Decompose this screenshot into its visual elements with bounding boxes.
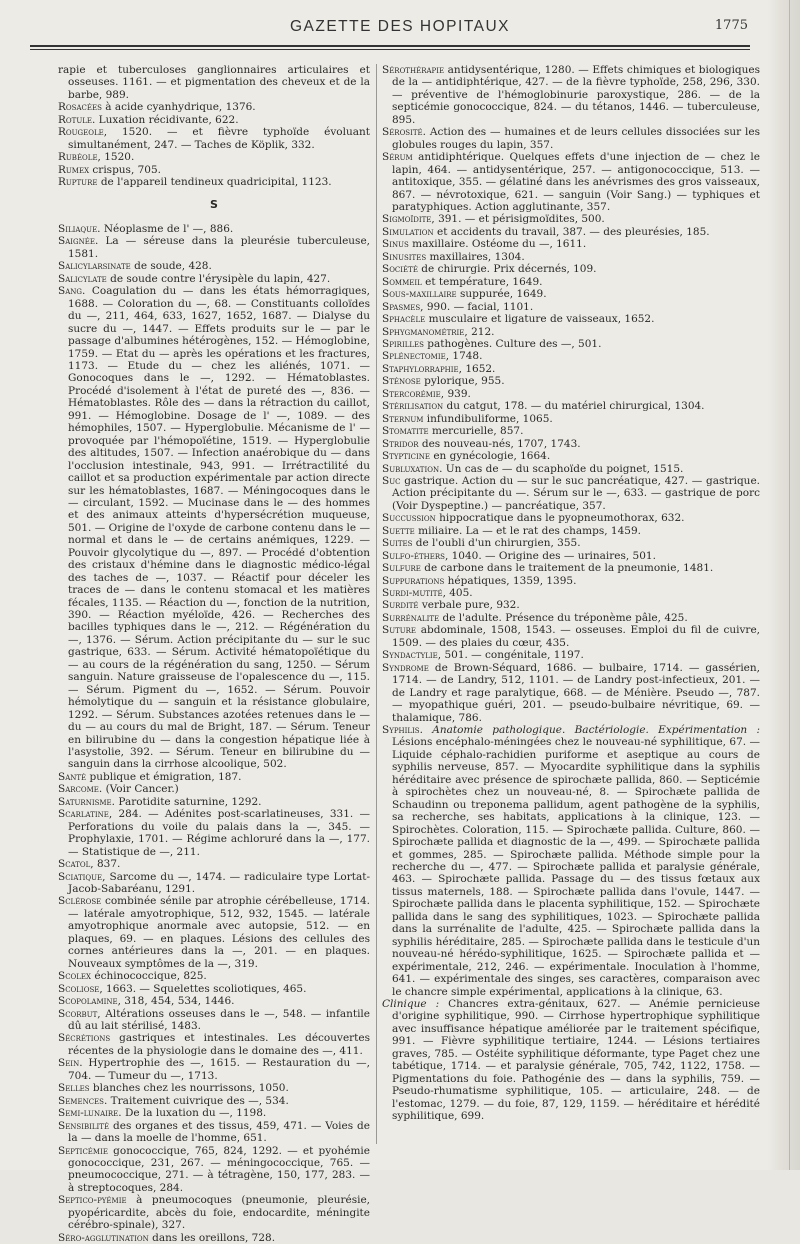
entry-text: de chirurgie. Prix décernés, 109. [421,263,597,276]
column-divider [376,64,377,1144]
entry-text: 939. [447,387,471,400]
entry-heading: Rupture [58,176,98,189]
index-entry [382,64,760,126]
running-header [0,18,800,44]
index-entry [58,808,370,858]
entry-text: antidiphtérique. Quelques effets d'une injection de — chez le lapin, 464. — antidysentérique, 257. — antigonococcique, 513. — antitoxique, 355. — gélatiné dans les anévrismes des gros vaisseaux, 867. — névrotoxique, 621. — sanguin (Voir Sang.) — typhiques et paratyphiques. Action agglutinante, 357. [392,151,760,213]
index-entry [382,425,760,437]
entry-heading: Septicémie [58,1144,108,1157]
entry-heading: Suites [382,537,413,550]
entry-text: 284. — Adénites post-scarlatineuses, 331. — Perforations du voile du palais dans la —, 345. — Prophylaxie, 1701. — Régime achloruré dans la —, 177. — Statistique de —, 211. [68,808,370,858]
entry-heading: Suette [382,524,415,537]
entry-text: Parotidite saturnine, 1292. [118,795,262,808]
entry-heading: Rumex [58,163,90,176]
entry-heading: Spasmes, [382,300,424,313]
entry-heading: Salicylate [58,272,107,285]
entry-heading: Saignée. [58,235,99,248]
entry-text: De la luxation du —, 1198. [124,1107,267,1120]
index-entry [58,1095,370,1107]
journal-title: GAZETTE DES HOPITAUX [289,18,511,35]
entry-text: La — séreuse dans la pleurésie tuberculeuse, 1581. [68,235,370,260]
entry-text: maxillaires, 1304. [429,250,525,263]
entry-heading: Stomatite [382,425,429,438]
index-entry [382,624,760,649]
entry-heading: Subluxation. [382,462,443,475]
entry-heading: Sécrétions [58,1032,111,1045]
entry-text: 837. [96,858,121,871]
entry-text: Coagulation du — dans les états hémorragiques, 1688. — Coloration du —, 68. — Constituants colloïdes du —, 211, 464, 633, 1627, 1652, 1687. — Dialyse du sucre du —, 1447. — Effets produits sur le — par le passage d'albumines hétérogènes, 152. — Hémoglobine, 1759. — Etat du — après les opérations et les fractures, 1173. — Etude du — chez les aliénés, 1071. — Gonocoques dans le —, 1292. — Hématoblastes. Procédé d'isolement à l'état de pureté des —, 836. — Hématoblastes. Rôle des — dans la rétraction du caillot, 991. — Hémoglobine. Dosage de l' —, 1089. — des hémophiles, 1507. — Hyperglobulie. Mécanisme de l' — provoquée par l'hémopoïétine, 1519. — Hyperglobulie des altitudes, 1507. — Infection anaérobique du — dans l'occlusion intestinale, 943, 991. — Irrétractilité du caillot et sa production expérimentale par action directe sur les hématoblastes, 1687. — Méningocoques dans le — circulant, 1592. — Mucinase dans le — des hommes et des animaux atteints d'hypersécrétion muqueuse, 501. — Origine de l'oxyde de carbone contenu dans le — normal et dans le — de certains anémiques, 1229. — Pouvoir glycolytique du —, 897. — Procédé d'obtention des cristaux d'hémine dans le diagnostic médico-légal des taches de —, 1037. — Réactif pour déceler les traces de — dans le contenu stomacal et les matières fécales, 1135. — Réaction du —, fonction de la nutrition, 390. — Réaction myéloïde, 426. — Recherches des bacilles typhiques dans le —, 212. — Régénération du —, 1376. — Sérum. Action précipitante du — sur le suc gastrique, 633. — Sérum. Activité hématopoïétique du — au cours de la régénération du sang, 1250. — Sérum sanguin. Nature graisseuse de l'opalescence du —, 115. — Sérum. Pigment du —, 1652. — Sérum. Pouvoir hémolytique du — sanguin et la résistance globulaire, 1292. — Sérum. Substances azotées retenues dans le — du — au cours du mal de Bright, 187. — Sérum. Teneur en bilirubine du — dans la congestion hépatique liée à l'asystolie, 392. — Sérum. Teneur en bilirubine du — sanguin dans la cirrhose alcoolique, 502. [68,285,371,771]
entry-heading: Simulation [382,225,434,238]
entry-text: Chancres extra-génitaux, 627. — Anémie pernicieuse d'origine syphilitique, 990. — Cirrhose hypertrophique syphilitique avec insuffisance hépatique améliorée par le traitement spécifique, 991. — Fièvre syphilitique tertiaire, 1244. — Lésions tertiaires graves, 785. — Ostéite syphilitique déformante, type Paget chez une tabétique, 1714. — et paralysie générale, 705, 742, 1122, 1758. — Pigmentations du foie. Pathogénie des — dans la syphilis, 759. — Pseudo-rhumatisme syphilitique, 105. — articulaire, 248. — de l'estomac, 1279. — du foie, 87, 129, 1159. — héréditaire et hérédité syphilitique, 699. [392,997,760,1123]
entry-heading: Septico-pyémie [58,1194,127,1207]
index-entry [382,550,760,562]
entry-heading: Santé [58,770,87,783]
index-entry [382,263,760,275]
entry-text: verbale pure, 932. [421,599,520,612]
entry-text: pathogènes. Culture des —, 501. [427,337,602,350]
entry-heading: Sérothérapie [382,64,445,76]
index-entry [58,983,370,995]
index-entry [382,288,760,300]
index-entry [382,562,760,574]
index-entry [382,400,760,412]
entry-heading: Selles [58,1082,90,1095]
index-entry [58,1008,370,1033]
index-entry [382,649,760,661]
entry-text: gastrique. Action du — sur le suc pancréatique, 427. — gastrique. Action précipitante du —. Sérum sur le —, 633. — gastrique de porc (Voir Dyspeptine.) — pancréatique, 357. [392,474,760,512]
index-entry [382,512,760,524]
entry-heading: Sarcome. [58,783,103,796]
index-entry [58,970,370,982]
entry-text: blanches chez les nourrissons, 1050. [92,1082,289,1095]
entry-text: gastriques et intestinales. Les découvertes récentes de la physiologie dans le domaine des —, 411. [68,1032,370,1057]
entry-heading: Sténose [382,375,421,388]
entry-heading: Sinus [382,238,409,251]
index-entry [58,1057,370,1082]
entry-text: infundibuliforme, 1065. [426,412,553,425]
index-entry [382,599,760,611]
entry-heading: Spirilles [382,337,424,350]
entry-heading: Sérum [382,151,413,164]
entry-text: dans les oreillons, 728. [152,1231,276,1244]
index-entry [382,251,760,263]
entry-heading: Rubéole, [58,151,101,164]
index-entry [382,276,760,288]
index-entry [58,151,370,163]
index-entry [382,151,760,213]
index-entry [382,537,760,549]
index-entry [382,998,760,1123]
entry-text: Altérations osseuses dans le —, 548. — infantile dû au lait stérilisé, 1483. [68,1007,371,1032]
entry-subheading: Anatomie pathologique. Bactériologie. Expérimentation : [432,724,760,737]
index-entry [58,1194,370,1231]
entry-text: en gynécologie, 1664. [433,450,551,463]
entry-text: mercurielle, 857. [432,425,524,438]
index-entry [58,260,370,272]
entry-text: rapie et tuberculoses ganglionnaires articulaires et osseuses. 1161. — et pigmentation des cheveux et de la barbe, 989. [58,64,370,101]
entry-heading: Stercorémie, [382,387,445,400]
index-entry [58,223,370,235]
entry-heading: Scarlatine, [58,808,113,821]
entry-heading: Sphacèle [382,313,426,326]
entry-text: Hypertrophie des —, 1615. — Restauration du —, 704. — Tumeur du —, 1713. [68,1057,370,1082]
index-entry [58,771,370,783]
index-entry [382,388,760,400]
index-entry [58,285,370,771]
index-entry [58,995,370,1007]
index-entry [58,164,370,176]
entry-text: antidysentérique, 1280. — Effets chimiques et biologiques de la — antidiphtérique, 427. — de la fièvre typhoïde, 258, 296, 330. — préventive de l'hémoglobinurie paroxystique, 286. — de la septicémie gonococcique, 824. — du tétanos, 1446. — tuberculeuse, 895. [392,64,761,126]
entry-text: à acide cyanhydrique, 1376. [105,101,256,114]
entry-heading: Sensibilité [58,1119,110,1132]
entry-text: miliaire. La — et le rat des champs, 1459. [418,524,641,537]
entry-text: du catgut, 178. — du matériel chirurgical, 1304. [446,400,705,413]
index-entry [382,463,760,475]
page-edge-shadow [768,0,800,1170]
entry-heading: Séro-agglutination [58,1231,149,1244]
entry-heading: Suppurations [382,574,445,587]
section-letter: S [210,197,218,211]
index-entry [382,126,760,151]
entry-text: pylorique, 955. [424,375,505,388]
index-entry [58,1232,370,1244]
index-entry [58,1082,370,1094]
entry-heading: Sinusites [382,250,427,263]
entry-text: échinococcique, 825. [94,970,207,983]
entry-text: 1663. — Squelettes scoliotiques, 465. [106,982,307,995]
entry-text: Un cas de — du scaphoïde du poignet, 1515. [445,462,684,475]
entry-text: 1520. — et fièvre typhoïde évoluant simultanément, 247. — Taches de Köplik, 332. [68,126,370,151]
index-entry [58,101,370,113]
entry-text: de Brown-Séquard, 1686. — bulbaire, 1714. — gassérien, 1714. — de Landry, 512, 1101. — de Landry post-infectieux, 201. — de Landry et rage paralytique, 668. — de Ménière. Pseudo —, 787. — myopathique guéri, 201. — pseudo-bulbaire névritique, 69. — thalamique, 786. [392,661,760,724]
index-column-right [382,64,760,1123]
index-entry [58,1120,370,1145]
index-entry [382,724,760,998]
entry-text: et température, 1649. [425,275,543,288]
index-entry [382,301,760,313]
entry-heading: Syphilis. [382,724,423,737]
entry-text: Néoplasme de l' —, 886. [103,222,234,235]
entry-text: 501. — congénitale, 1197. [444,649,584,662]
index-entry [58,858,370,870]
entry-heading: Scolex [58,970,92,983]
entry-heading: Staphylorraphie, [382,362,462,375]
entry-text: 391. — et périsigmoïdites, 500. [438,213,605,226]
entry-heading: Semi-lunaire. [58,1107,122,1120]
entry-text: des nouveau-nés, 1707, 1743. [421,437,581,450]
entry-heading: Succussion [382,512,436,525]
entry-text: 1652. [465,362,496,375]
entry-text: suppurée, 1649. [460,288,547,301]
entry-heading: Sous-maxillaire [382,288,457,301]
entry-text: de l'appareil tendineux quadricipital, 1123. [100,176,332,189]
entry-heading: Sérosité. [382,126,426,139]
index-entry [58,64,370,101]
index-entry [58,273,370,285]
entry-text: gonococcique, 765, 824, 1292. — et pyohémie gonococcique, 231, 267. — méningococcique, 765. — pneumococcique, 271. — à tétragène, 150, 177, 283. — à streptocoques, 284. [68,1144,370,1194]
entry-heading: Stypticine [382,450,430,463]
entry-heading: Rosacées [58,101,102,114]
index-entry [382,213,760,225]
entry-heading: Surdité [382,599,419,612]
entry-text: de soude, 428. [134,260,212,273]
entry-text: 212. [471,325,495,338]
entry-heading: Syndactylie, [382,649,442,662]
entry-text: 1748. [452,350,483,363]
index-entry [382,413,760,425]
entry-heading: Suture [382,624,417,637]
entry-subheading: Clinique : [382,997,440,1010]
entry-text: musculaire et ligature de vaisseaux, 1652. [428,313,655,326]
entry-text: abdominale, 1508, 1543. — osseuses. Emploi du fil de cuivre, 1509. — des plaies du cœur, 435. [392,624,760,649]
entry-heading: Sigmoïdite, [382,213,435,226]
index-entry [58,796,370,808]
header-rule-thick [30,45,750,47]
entry-heading: Sclérose [58,895,102,908]
entry-text: 318, 454, 534, 1446. [124,995,235,1008]
entry-text: 1520. [104,151,135,164]
index-entry [382,450,760,462]
index-entry [58,126,370,151]
index-entry [382,438,760,450]
entry-text: publique et émigration, 187. [89,770,242,783]
entry-text: Action des — humaines et de leurs cellules dissociées sur les globules rouges du lapin, 357. [392,126,760,151]
entry-text: hépatiques, 1359, 1395. [447,574,577,587]
entry-heading: Sulfo-éthers, [382,549,449,562]
entry-text: maxillaire. Ostéome du —, 1611. [412,238,587,251]
index-entry [382,575,760,587]
entry-text: de soude contre l'érysipèle du lapin, 427. [110,272,331,285]
entry-heading: Scopolamine, [58,995,121,1008]
index-entry [382,338,760,350]
entry-text: 990. — facial, 1101. [426,300,534,313]
entry-heading: Scoliose, [58,982,103,995]
entry-heading: Sommeil [382,275,422,288]
entry-heading: Rotule. [58,113,96,126]
entry-text: à pneumocoques (pneumonie, pleurésie, pyopéricardite, abcès du foie, endocardite, méningite cérébro-spinale), 327. [68,1194,370,1232]
index-entry [382,226,760,238]
index-entry [58,1032,370,1057]
entry-heading: Sternum [382,412,424,425]
index-column-left [58,64,370,1244]
index-entry [382,587,760,599]
index-entry [382,326,760,338]
entry-heading: Rougeole, [58,126,108,139]
entry-text: crispus, 705. [92,163,161,176]
page-number: 1775 [714,18,748,33]
entry-text: Lésions encéphalo-méningées chez le nouveau-né syphilitique, 67. — Liquide céphalo-rachidien puriforme et aseptique au cours de syphilis nerveuse, 857. — Myocardite syphilitique dans la syphilis héréditaire avec présence de spirochæte pallida, 860. — Septicémie à spirochètes chez un nouveau-né, 8. — Spirochæte pallida de Schaudinn ou treponema pallidum, agent pathogène de la syphilis, sa recherche, ses habitats, applications à la clinique, 123. — Spirochètes. Coloration, 115. — Spirochæte pallida. Culture, 860. — Spirochæte pallida et diagnostic de la —, 499. — Spirochæte pallida et gommes, 285. — Spirochæte pallida. Méthode simple pour la recherche du —, 477. — Spirochæte pallida et paralysie générale, 463. — Spirochæte pallida. Passage du — des tissus fœtaux aux tissus maternels, 188. — Spirochæte pallida dans l'ovule, 1447. — Spirochæte pallida dans le placenta syphilitique, 152. — Spirochæte pallida dans le sang des syphilitiques, 1023. — Spirochæte pallida dans la surrénalite de l'adulte, 425. — Spirochæte pallida dans la syphilis héréditaire, 285. — Spirochæte pallida dans le testicule d'un nouveau-né hérédo-syphilitique, 1625. — Spirochæte pallida et — expérimentale, 212, 246. — expérimentale. Inoculation à l'homme, 641. — expérimentale des singes, ses caractères, comparaison avec le chancre simple expérimental, applications à la clinique, 63. [392,736,760,998]
entry-heading: Sein. [58,1057,83,1070]
entry-heading: Sphygmanométrie, [382,325,468,338]
header-rule-thin [30,49,750,50]
index-entry [382,238,760,250]
entry-heading: Société [382,263,418,276]
entry-text: et accidents du travail, 387. — des pleurésies, 185. [437,225,710,238]
index-entry [58,871,370,896]
entry-heading: Semences. [58,1094,108,1107]
entry-heading: Siliaque. [58,222,101,235]
index-entry [382,350,760,362]
entry-text: 1040. — Origine des — urinaires, 501. [451,549,656,562]
entry-text: de l'oubli d'un chirurgien, 355. [415,537,581,550]
index-entry [382,612,760,624]
index-entry [382,475,760,512]
index-entry [58,235,370,260]
index-entry [58,783,370,795]
entry-heading: Syndrome [382,661,429,674]
entry-text: des organes et des tissus, 459, 471. — Voies de la — dans la moelle de l'homme, 651. [68,1119,370,1145]
entry-text: hippocratique dans le pyopneumothorax, 632. [439,512,685,525]
entry-heading: Stérilisation [382,400,444,413]
entry-text: de l'adulte. Présence du tréponème pâle, 425. [442,611,688,624]
index-entry [58,1145,370,1195]
index-entry [58,895,370,970]
entry-heading: Sulfure [382,562,421,575]
index-entry [382,363,760,375]
entry-text: 405. [449,587,473,600]
entry-text: (Voir Cancer.) [105,783,179,796]
index-entry [382,525,760,537]
entry-heading: Saturnisme. [58,795,116,808]
entry-text: combinée sénile par atrophie cérébelleuse, 1714. — latérale amyotrophique, 512, 932, 1545. — latérale amyotrophique anormale avec autopsie, 512. — en plaques, 69. — en plaques. Lésions des cellules des cornes antérieures dans la —, 201. — en plaques. Nouveaux symptômes de la —, 319. [68,895,370,970]
entry-text: Traitement cuivrique des —, 534. [110,1094,289,1107]
index-entry [382,662,760,724]
entry-heading: Scorbut, [58,1007,101,1020]
entry-heading: Salicylarsinate [58,260,131,273]
entry-heading: Scatol, [58,858,94,871]
entry-heading: Splénectomie, [382,350,450,363]
entry-text: Sarcome du —, 1474. — radiculaire type Lortat-Jacob-Sabaréanu, 1291. [68,870,371,895]
entry-heading: Surdi-mutité, [382,587,446,600]
index-entry [382,313,760,325]
entry-heading: Stridor [382,437,419,450]
index-entry [58,114,370,126]
entry-heading: Surrénalite [382,611,440,624]
entry-heading: Sang. [58,285,86,298]
index-entry [58,176,370,188]
page-edge-line [789,0,790,1170]
entry-text: de carbone dans le traitement de la pneumonie, 1481. [424,562,714,575]
entry-text: Luxation récidivante, 622. [98,113,239,126]
entry-heading: Suc [382,474,401,487]
index-entry [58,1107,370,1119]
index-entry [382,375,760,387]
entry-heading: Sciatique, [58,870,106,883]
